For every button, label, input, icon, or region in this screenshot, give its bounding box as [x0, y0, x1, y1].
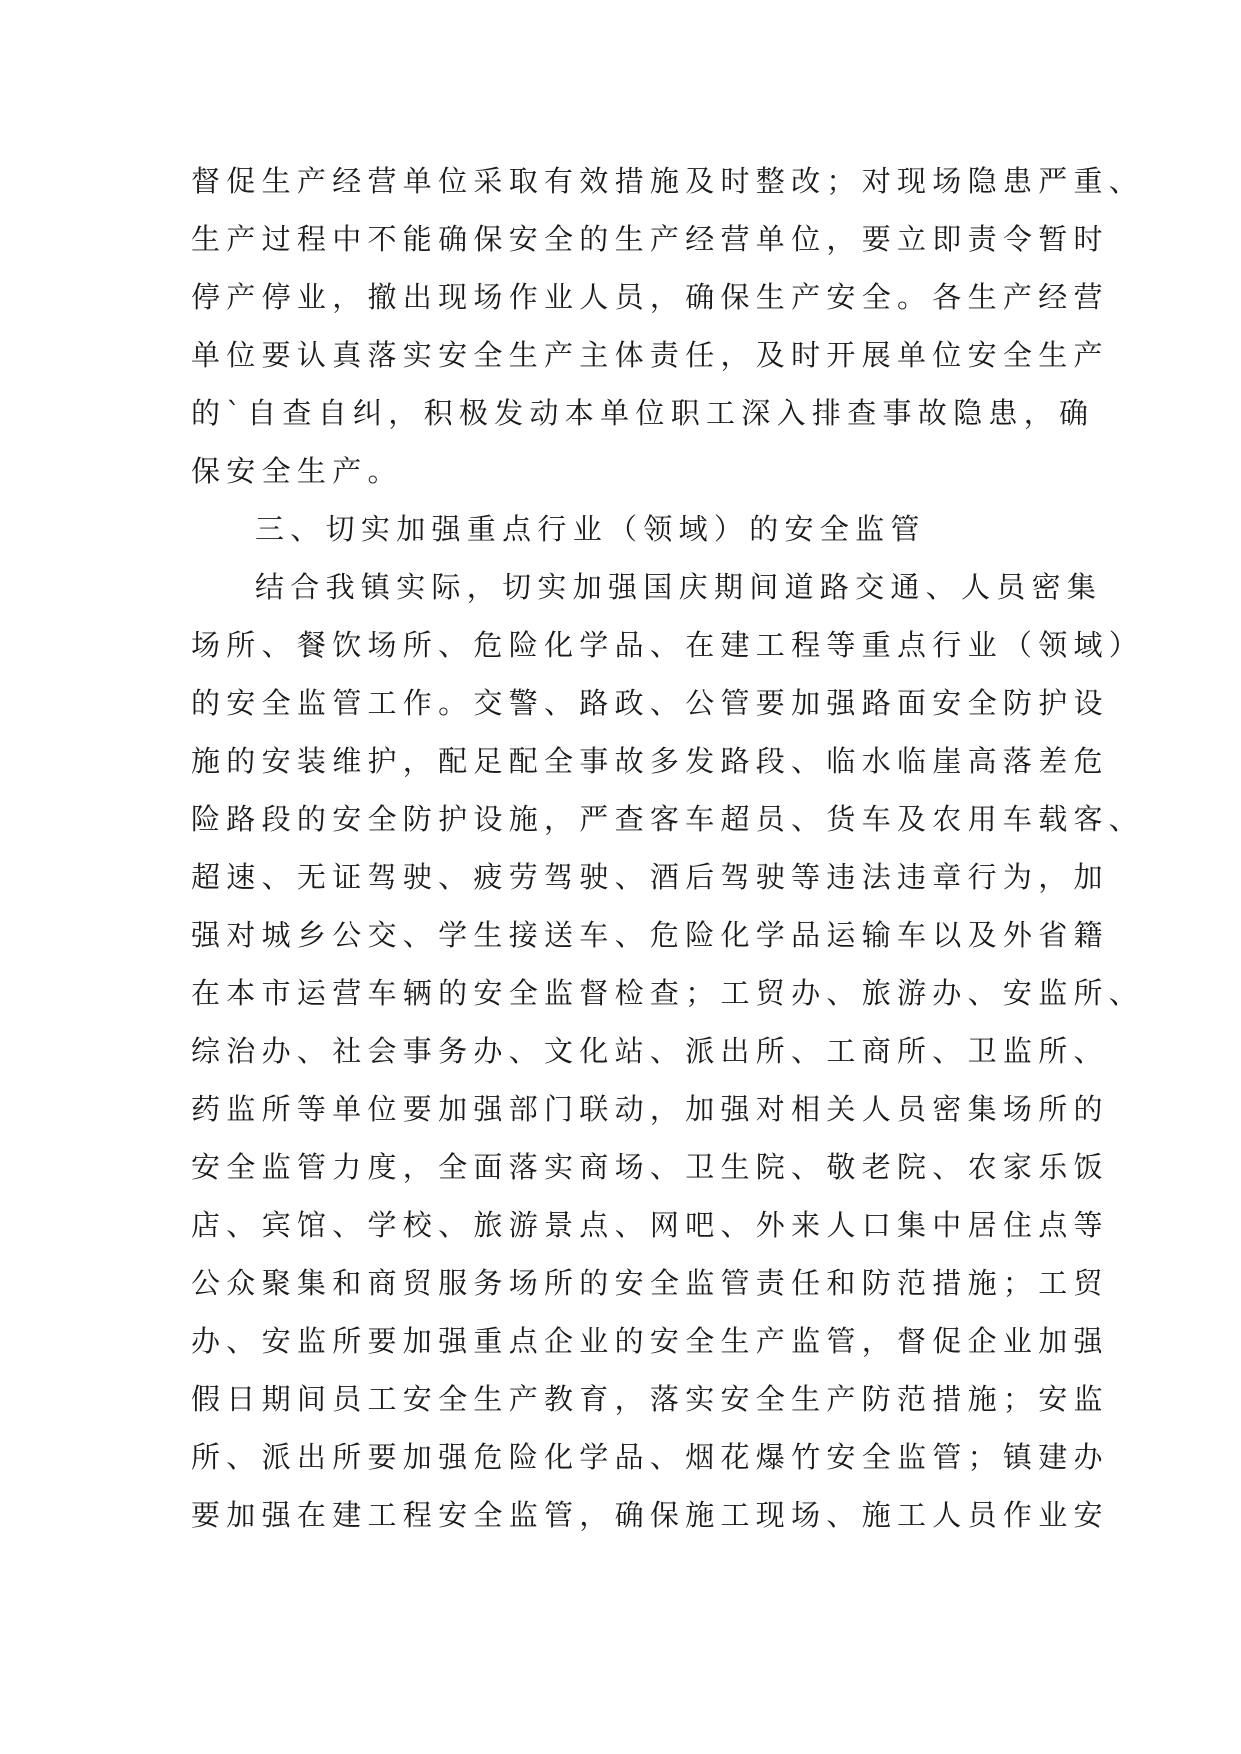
paragraph-line: 要加强在建工程安全监管，确保施工现场、施工人员作业安: [191, 1498, 1109, 1532]
paragraph-line: 险路段的安全防护设施，严查客车超员、货车及农用车载客、: [191, 802, 1145, 836]
document-body: [191, 152, 1145, 1544]
paragraph-line: 办、安监所要加强重点企业的安全生产监管，督促企业加强: [191, 1324, 1109, 1358]
paragraph-line: 药监所等单位要加强部门联动，加强对相关人员密集场所的: [191, 1092, 1109, 1126]
paragraph-line: 所、派出所要加强危险化学品、烟花爆竹安全监管；镇建办: [191, 1440, 1109, 1474]
paragraph-line: 单位要认真落实安全生产主体责任，及时开展单位安全生产: [191, 338, 1109, 372]
paragraph-line: 综治办、社会事务办、文化站、派出所、工商所、卫监所、: [191, 1034, 1109, 1068]
paragraph-line: 停产停业，撤出现场作业人员，确保生产安全。各生产经营: [191, 280, 1109, 314]
paragraph-line: 生产过程中不能确保安全的生产经营单位，要立即责令暂时: [191, 222, 1109, 256]
paragraph-line: 强对城乡公交、学生接送车、危险化学品运输车以及外省籍: [191, 918, 1109, 952]
paragraph-line: 施的安装维护，配足配全事故多发路段、临水临崖高落差危: [191, 744, 1109, 778]
paragraph-line: 的`自查自纠，积极发动本单位职工深入排查事故隐患，确: [191, 396, 1095, 430]
paragraph-line: 督促生产经营单位采取有效措施及时整改；对现场隐患严重、: [191, 164, 1145, 198]
paragraph-line: 公众聚集和商贸服务场所的安全监管责任和防范措施；工贸: [191, 1266, 1109, 1300]
paragraph-line: 保安全生产。: [191, 454, 403, 488]
paragraph-line: 假日期间员工安全生产教育，落实安全生产防范措施；安监: [191, 1382, 1109, 1416]
section-heading: 三、切实加强重点行业（领域）的安全监管: [255, 512, 926, 546]
paragraph-line: 在本市运营车辆的安全监督检查；工贸办、旅游办、安监所、: [191, 976, 1145, 1010]
paragraph-line: 店、宾馆、学校、旅游景点、网吧、外来人口集中居住点等: [191, 1208, 1109, 1242]
paragraph-line: 的安全监管工作。交警、路政、公管要加强路面安全防护设: [191, 686, 1109, 720]
paragraph-line: 安全监管力度，全面落实商场、卫生院、敬老院、农家乐饭: [191, 1150, 1109, 1184]
paragraph-line: 超速、无证驾驶、疲劳驾驶、酒后驾驶等违法违章行为，加: [191, 860, 1109, 894]
paragraph-line: 场所、餐饮场所、危险化学品、在建工程等重点行业（领域）: [191, 628, 1145, 662]
paragraph-line: 结合我镇实际，切实加强国庆期间道路交通、人员密集: [255, 570, 1103, 604]
